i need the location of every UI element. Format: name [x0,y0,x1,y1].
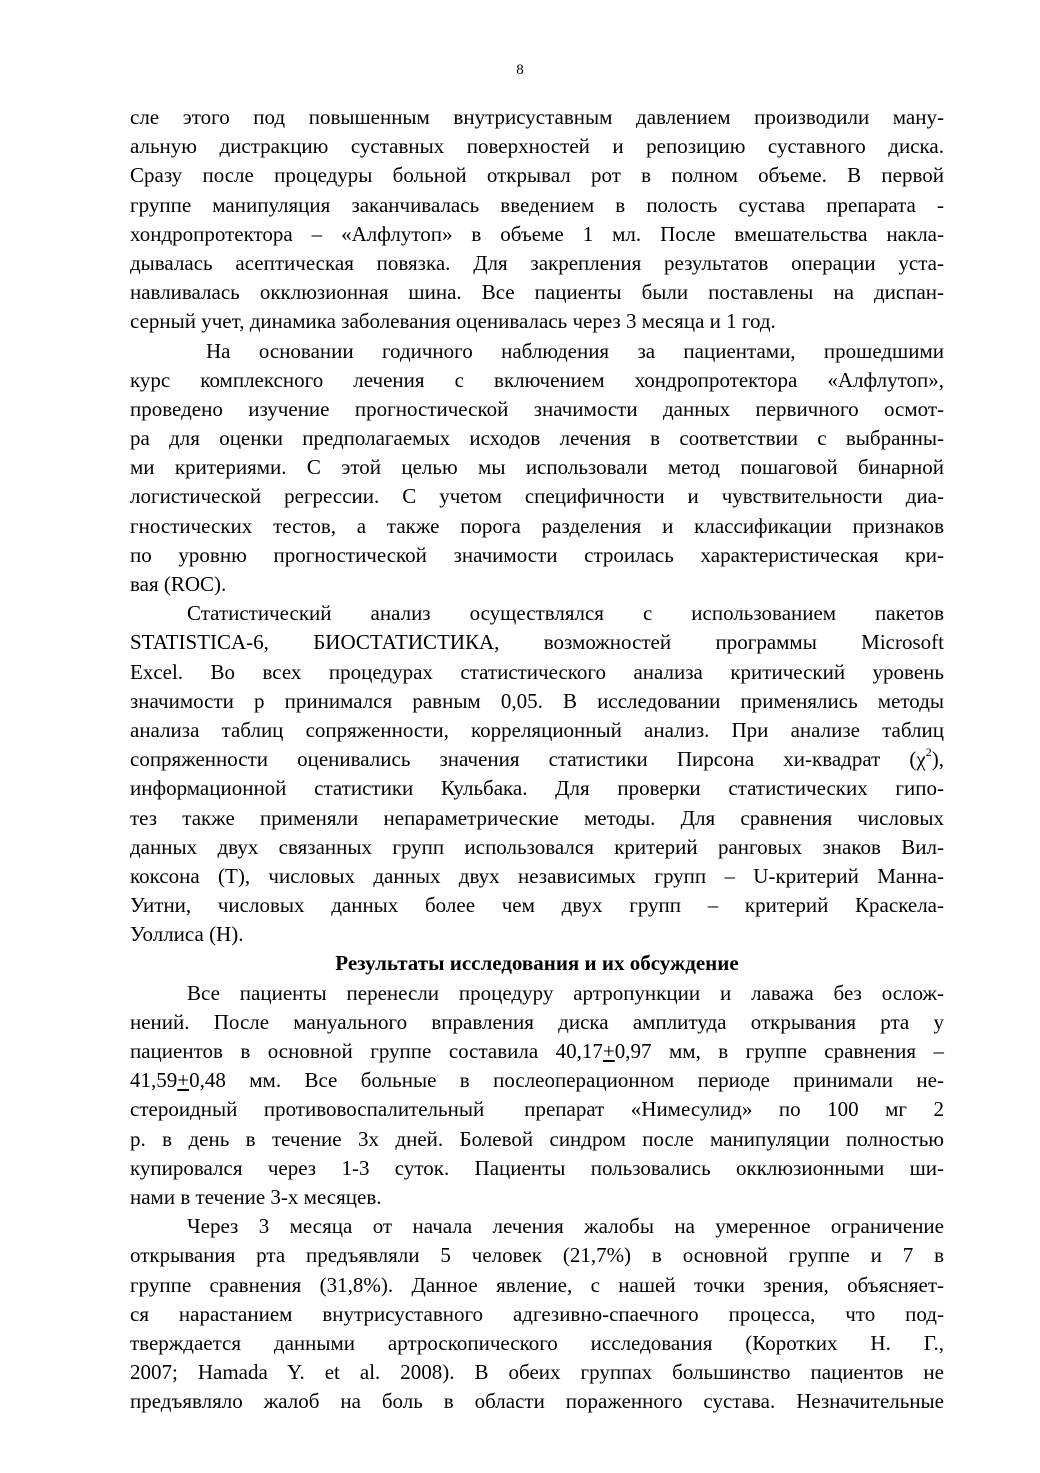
text-line: информационной статистики Кульбака. Для проверки статистических гипо- [130,776,944,801]
text-line: хондропротектора – «Алфлутоп» в объеме 1 мл. После вмешательства накла- [130,221,944,246]
text-line: группе сравнения (31,8%). Данное явление, с нашей точки зрения, объясняет- [130,1272,944,1297]
text-line: тверждается данными артроскопического исследования (Коротких Н. Г., [130,1330,944,1355]
text-line: Сразу после процедуры больной открывал рот в полном объеме. В первой [130,163,944,188]
text-line: альную дистракцию суставных поверхностей и репозицию суставного диска. [130,134,944,159]
chi-square-symbol: $\chi^2$ [916,745,932,772]
text-line: купировался через 1-3 суток. Пациенты пользовались окклюзионными ши- [130,1155,944,1180]
section-heading: Результаты исследования и их обсуждение [335,951,739,976]
text-line: Уитни, числовых данных более чем двух групп – критерий Краскела- [130,893,944,918]
text-line: группе манипуляция заканчивалась введением в полость сустава препарата - [130,192,944,217]
text-line: Все пациенты перенесли процедуру артропункции и лаважа без ослож- [187,980,944,1005]
text-line: предъявляло жалоб на боль в области пораженного сустава. Незначительные [130,1389,944,1414]
text-line: нами в течение 3-х месяцев. [130,1184,382,1209]
text-line: вая (ROC). [130,572,227,596]
text-line: значимости p принимался равным 0,05. В исследовании применялись методы [130,688,944,713]
text-line: На основании годичного наблюдения за пациентами, прошедшими [206,338,944,363]
text-line: Уоллиса (H). [130,922,244,947]
text-line: гностических тестов, а также порога разделения и классификации признаков [130,513,944,538]
plus-minus-sign: + [602,1039,615,1063]
text-line: навливалась окклюзионная шина. Все пациенты были поставлены на диспан- [130,280,944,305]
text-line: стероидный противовоспалительный препарат «Нимесулид» по 100 мг 2 [130,1097,944,1122]
text-line: логистической регрессии. С учетом специфичности и чувствительности диа- [130,484,944,509]
text-line: тез также применяли непараметрические методы. Для сравнения числовых [130,805,944,830]
text-line: открывания рта предъявляли 5 человек (21,7%) в основной группе и 7 в [130,1243,944,1268]
text-line: курс комплексного лечения с включением хондропротектора «Алфлутоп», [130,367,944,392]
text-line-chi-square: сопряженности оценивались значения статистики Пирсона хи-квадрат $(\chi^2)$, [130,745,944,772]
text-line: коксона (T), числовых данных двух независимых групп – U-критерий Манна- [130,863,944,888]
text-line: пациентов в основной группе составила 40,17+0,97 мм, в группе сравнения – [130,1039,944,1063]
text-line: дывалась асептическая повязка. Для закрепления результатов операции уста- [130,250,944,275]
text-line: Через 3 месяца от начала лечения жалобы на умеренное ограничение [187,1214,944,1239]
text-line: по уровню прогностической значимости строилась характеристическая кри- [130,542,944,567]
text-line: данных двух связанных групп использовался критерий ранговых знаков Вил- [130,834,944,859]
text-line: Excel. Во всех процедурах статистического анализа критический уровень [130,659,944,684]
text-line: 2007; Hamada Y. et al. 2008). В обеих группах большинство пациентов не [130,1360,944,1385]
text-line: STATISTICA-6, БИОСТАТИСТИКА, возможностей программы Microsoft [130,630,944,655]
text-line: р. в день в течение 3х дней. Болевой синдром после манипуляции полностью [130,1126,944,1151]
text-line: сле этого под повышенным внутрисуставным давлением производили ману- [130,105,944,129]
text-line: анализа таблиц сопряженности, корреляционный анализ. При анализе таблиц [130,717,944,742]
text-line: серный учет, динамика заболевания оценивалась через 3 месяца и 1 год. [130,309,776,334]
text-line: проведено изучение прогностической значимости данных первичного осмот- [130,396,944,421]
text-line: нений. После мануального вправления диска амплитуда открывания рта у [130,1009,944,1034]
text-segment: сопряженности оценивались значения статистики Пирсона хи-квадрат ( [130,747,917,772]
text-line: ми критериями. С этой целью мы использовали метод пошаговой бинарной [130,455,944,480]
text-line: Статистический анализ осуществлялся с использованием пакетов [187,601,944,626]
plus-minus-sign: + [177,1068,190,1093]
body-text [130,103,944,1416]
text-line: ра для оценки предполагаемых исходов лечения в соответствии с выбранны- [130,426,944,451]
page-number: 8 [516,62,524,78]
text-line: 41,59+0,48 мм. Все больные в послеоперационном периоде принимали не- [130,1068,944,1093]
text-line: ся нарастанием внутрисуставного адгезивно-спаечного процесса, что под- [130,1301,944,1326]
